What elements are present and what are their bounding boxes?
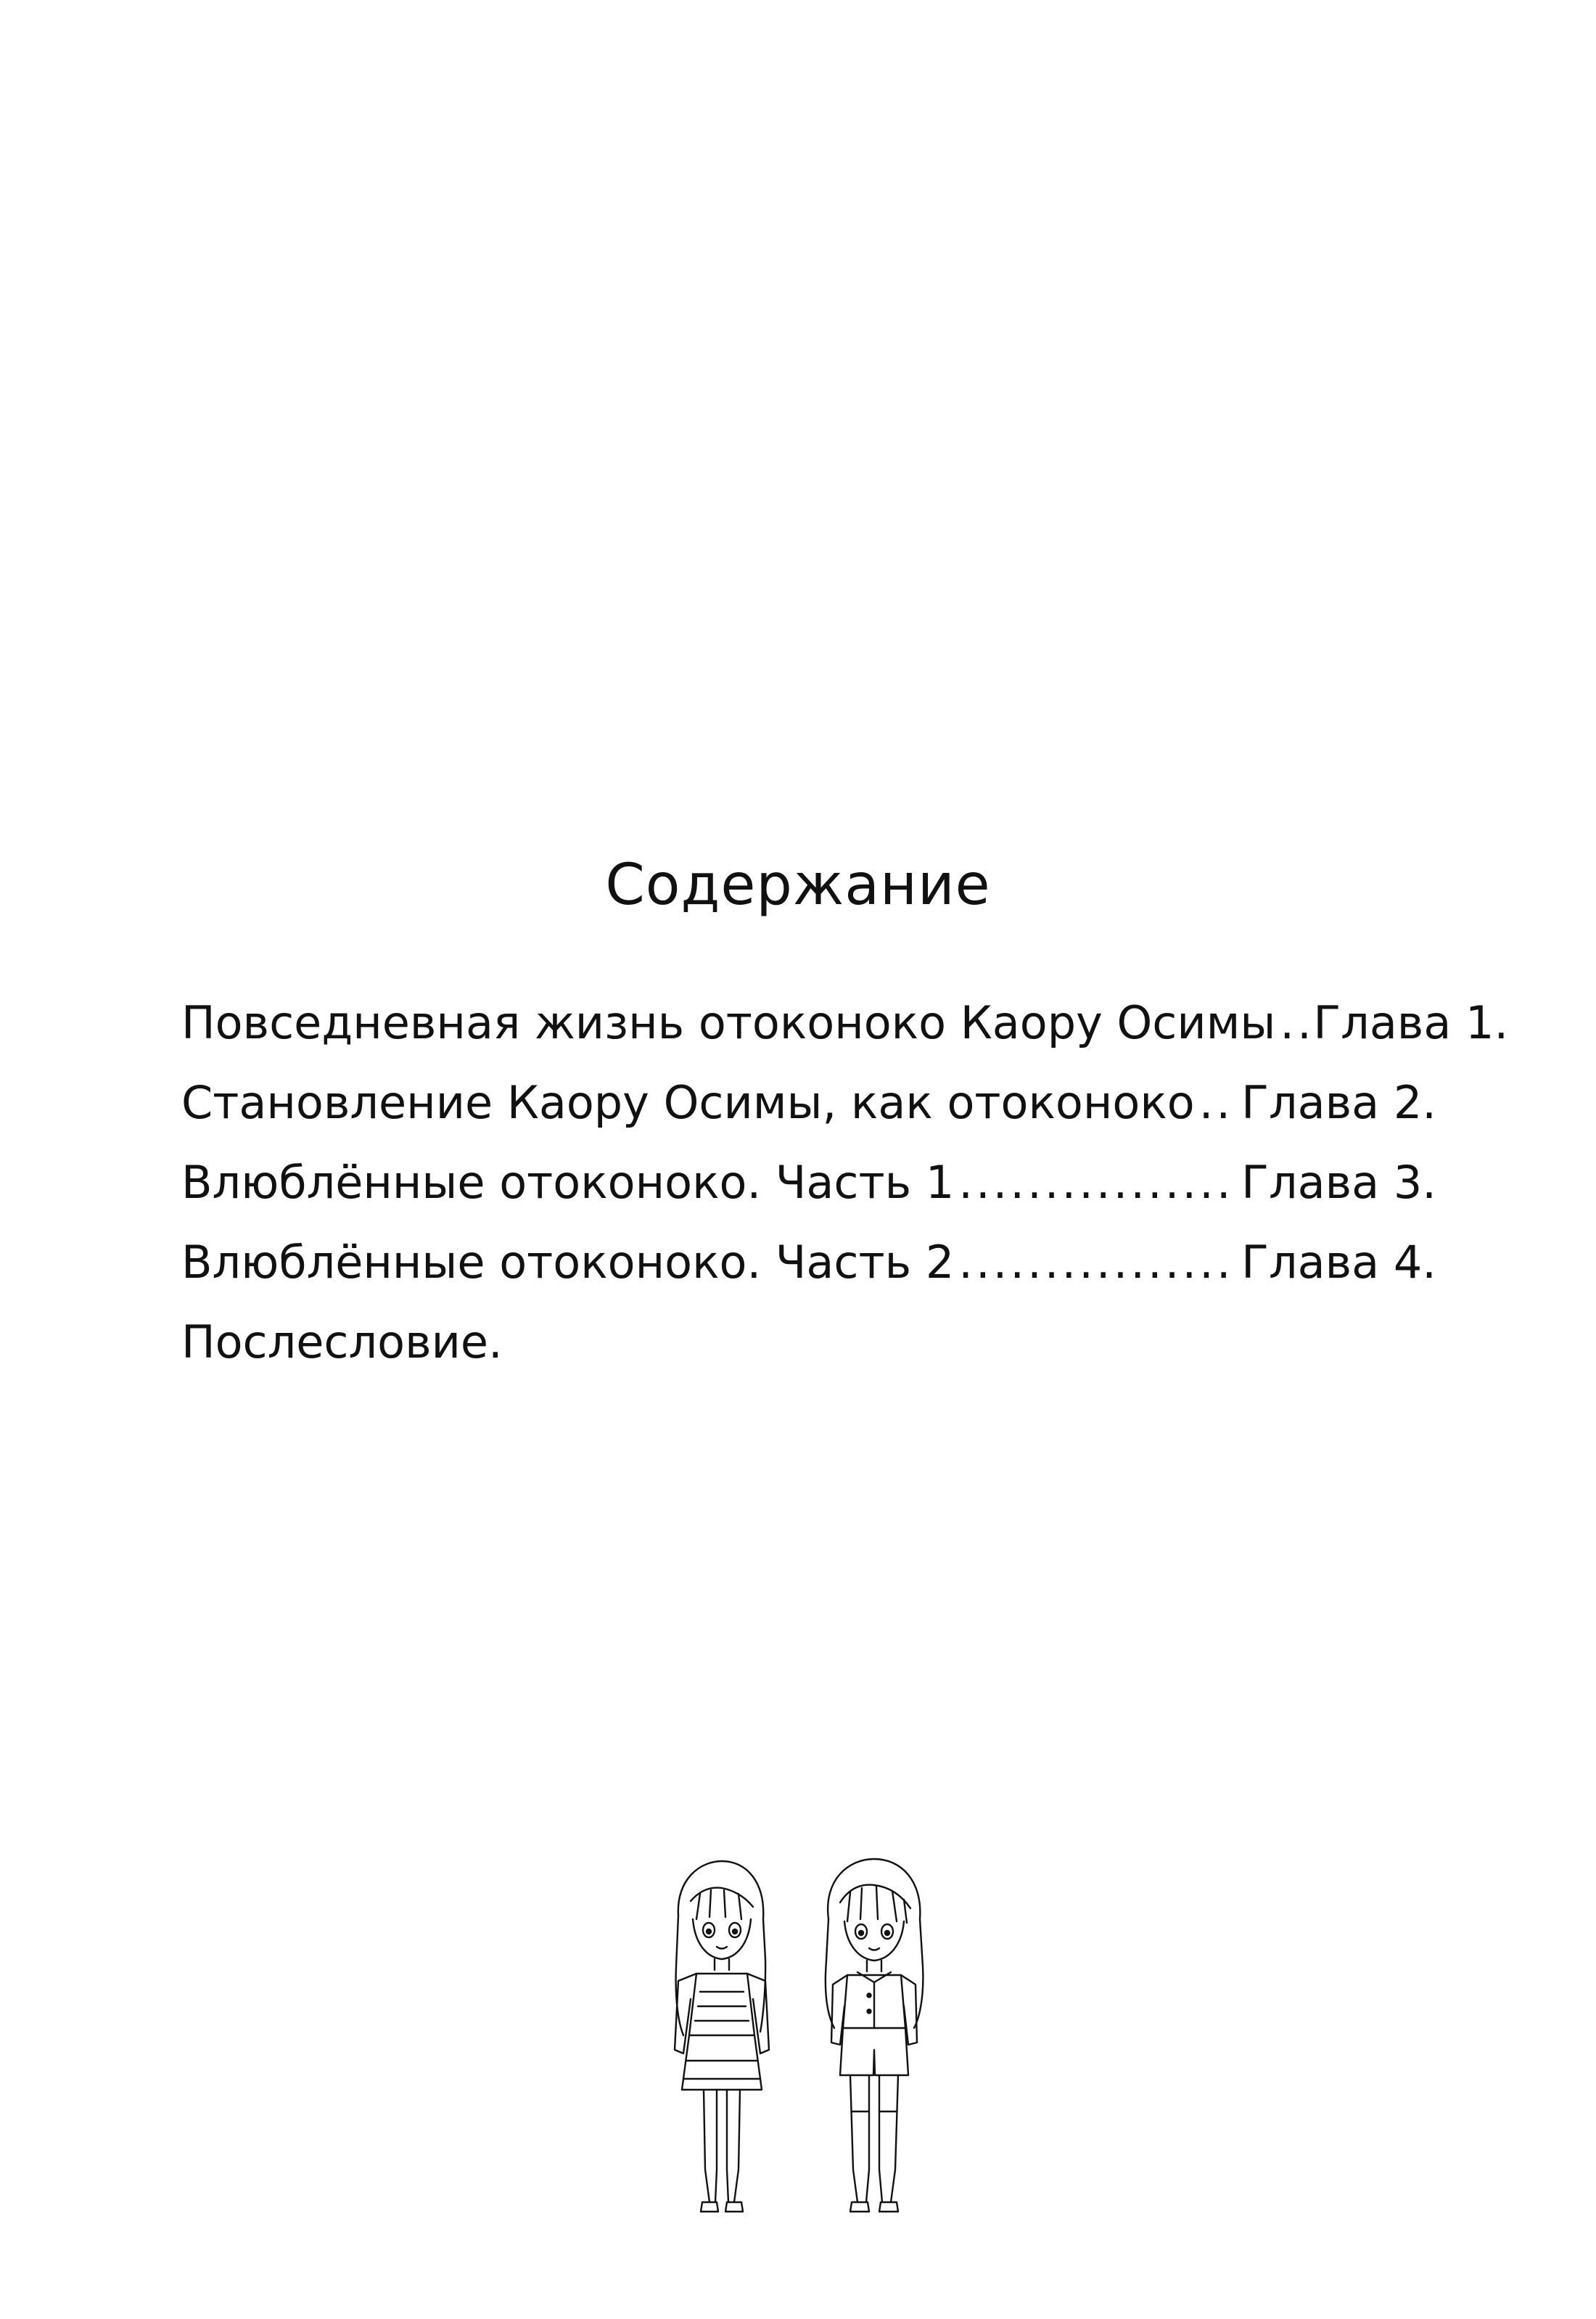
toc-entry-1 — [181, 983, 1509, 1063]
toc-list — [181, 983, 1509, 1382]
toc-entry-title: Повседневная жизнь отоконоко Каору Осимы — [181, 996, 1276, 1049]
toc-entry-chapter: Глава 3. — [1241, 1156, 1436, 1209]
dot-leader — [958, 1143, 1237, 1223]
left-girl-figure — [675, 1861, 769, 2212]
right-girl-figure — [826, 1859, 924, 2212]
toc-entry-5 — [181, 1302, 1436, 1382]
two-girls-line-drawing-icon — [638, 1850, 958, 2228]
dot-leader — [1199, 1063, 1237, 1143]
toc-entry-chapter: Глава 1. — [1313, 996, 1509, 1049]
toc-entry-4 — [181, 1223, 1436, 1302]
dot-leader — [958, 1223, 1237, 1302]
toc-entry-chapter: Глава 2. — [1241, 1076, 1436, 1129]
toc-entry-title: Послесловие. — [181, 1316, 503, 1368]
toc-entry-chapter: Глава 4. — [1241, 1236, 1436, 1289]
toc-title: Содержание — [605, 853, 991, 918]
dot-leader — [1280, 983, 1309, 1063]
toc-entry-3 — [181, 1143, 1436, 1223]
toc-entry-title: Становление Каору Осимы, как отоконоко — [181, 1076, 1195, 1129]
toc-entry-2 — [181, 1063, 1436, 1143]
toc-entry-title: Влюблённые отоконоко. Часть 1 — [181, 1156, 955, 1209]
toc-entry-title: Влюблённые отоконоко. Часть 2 — [181, 1236, 955, 1289]
